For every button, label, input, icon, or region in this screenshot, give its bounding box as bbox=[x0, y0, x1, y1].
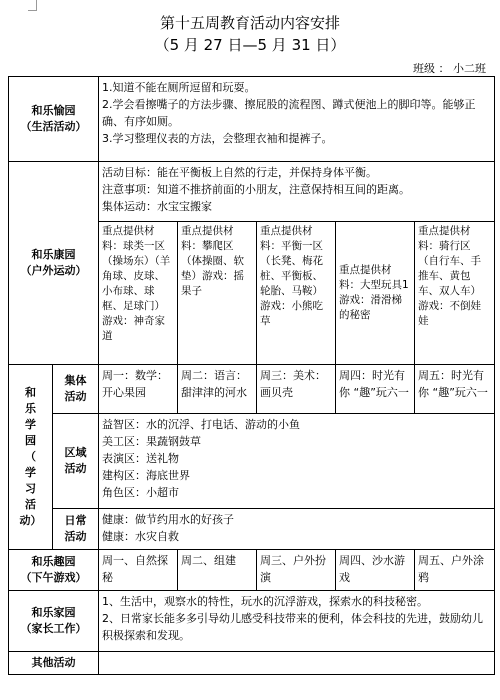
home-subtitle: （家长工作） bbox=[20, 622, 87, 635]
collective-cell-tue: 周二：语言：甜津津的河水 bbox=[178, 365, 257, 414]
learning-title-char: 和 bbox=[25, 386, 36, 399]
home-content bbox=[99, 591, 495, 652]
life-section-header bbox=[9, 77, 99, 162]
outdoor-cell-2: 重点提供材料：攀爬区（体操圈、软垫）游戏：摇果子 bbox=[178, 222, 257, 365]
other-content bbox=[99, 652, 495, 675]
area-line: 表演区：送礼物 bbox=[102, 452, 179, 465]
area-line: 美工区：果蔬钢鼓草 bbox=[102, 435, 201, 448]
page-corner-mark bbox=[28, 0, 37, 11]
collective-cell-thu: 周四：时光有你 “趣”玩六一 bbox=[336, 365, 415, 414]
life-line-3: 3.学习整理仪表的方法，会整理衣袖和提裤子。 bbox=[102, 132, 333, 145]
class-label: 班级 ： 小二班 bbox=[413, 62, 486, 75]
daily-label-1: 日常 bbox=[64, 514, 87, 527]
learning-title-char: （ bbox=[25, 450, 36, 463]
daily-label-2: 活动 bbox=[64, 530, 87, 543]
daily-line: 健康：水灾自救 bbox=[102, 530, 179, 543]
area-label bbox=[53, 414, 99, 509]
games-section-header bbox=[9, 550, 99, 591]
learning-title-char: 园 bbox=[25, 434, 36, 447]
home-line-1: 1、生活中，观察水的特性，玩水的沉浮游戏，探索水的科技秘密。 bbox=[102, 595, 428, 608]
outdoor-title: 和乐康园 bbox=[31, 248, 76, 261]
area-label-1: 区域 bbox=[64, 446, 87, 459]
home-title: 和乐家园 bbox=[31, 606, 76, 619]
outdoor-notes: 注意事项：知道不推挤前面的小朋友，注意保持相互间的距离。 bbox=[102, 183, 410, 196]
learning-title-char: 习 bbox=[25, 482, 36, 495]
life-title: 和乐愉园 bbox=[31, 104, 76, 117]
outdoor-subtitle: （户外运动） bbox=[20, 264, 87, 277]
collective-cell-mon: 周一：数学：开心果园 bbox=[99, 365, 178, 414]
learning-title-char: 乐 bbox=[25, 402, 36, 415]
outdoor-goal: 活动目标：能在平衡板上自然的行走，并保持身体平衡。 bbox=[102, 166, 377, 179]
life-content bbox=[99, 77, 495, 162]
daily-content bbox=[99, 509, 495, 550]
life-line-1: 1.知道不能在厕所逗留和玩耍。 bbox=[102, 81, 256, 94]
collective-cell-fri: 周五：时光有你 “趣”玩六一 bbox=[415, 365, 495, 414]
page-title: 第十五周教育活动内容安排 bbox=[159, 14, 340, 32]
schedule-table bbox=[8, 76, 495, 675]
outdoor-group-activity: 集体运动：水宝宝搬家 bbox=[102, 200, 212, 213]
collective-label bbox=[53, 365, 99, 414]
area-line: 益智区：水的沉浮、打电话、游动的小鱼 bbox=[102, 418, 300, 431]
outdoor-section-header bbox=[9, 162, 99, 365]
date-range: （5 月 27 日—5 月 31 日） bbox=[154, 36, 346, 54]
games-cell-wed: 周三、户外扮演 bbox=[257, 550, 336, 591]
learning-title-char: 活 bbox=[25, 498, 36, 511]
area-line: 角色区：小超市 bbox=[102, 486, 179, 499]
life-line-2: 2.学会看擦嘴子的方法步骤、擦屁股的流程图、蹲式便池上的脚印等。能够正确、有序如厕。 bbox=[102, 98, 476, 128]
learning-title-char: 学 bbox=[25, 466, 36, 479]
games-cell-tue: 周二、组建 bbox=[178, 550, 257, 591]
area-line: 建构区：海底世界 bbox=[102, 469, 190, 482]
daily-line: 健康：做节约用水的好孩子 bbox=[102, 513, 234, 526]
life-subtitle: （生活活动） bbox=[20, 120, 87, 133]
outdoor-cell-4: 重点提供材料：大型玩具1游戏：滑滑梯的秘密 bbox=[336, 222, 415, 365]
home-section-header bbox=[9, 591, 99, 652]
learning-section-header bbox=[9, 365, 53, 550]
daily-label bbox=[53, 509, 99, 550]
area-content bbox=[99, 414, 495, 509]
games-cell-mon: 周一、自然探秘 bbox=[99, 550, 178, 591]
outdoor-cell-5: 重点提供材料：骑行区（自行车、手推车、黄包车、双人车）游戏：不倒娃娃 bbox=[415, 222, 495, 365]
area-label-2: 活动 bbox=[64, 462, 87, 475]
games-cell-thu: 周四、沙水游戏 bbox=[336, 550, 415, 591]
learning-title-char: 动） bbox=[19, 514, 42, 527]
outdoor-cell-1: 重点提供材料：球类一区（操场东）（羊角球、皮球、小布球、球框、足球门）游戏：神奇家道 bbox=[99, 222, 178, 365]
collective-cell-wed: 周三：美术：画贝壳 bbox=[257, 365, 336, 414]
games-subtitle: （下午游戏） bbox=[20, 571, 87, 584]
other-section-header bbox=[9, 652, 99, 675]
games-title: 和乐趣园 bbox=[31, 555, 76, 568]
games-cell-fri: 周五、户外涂鸦 bbox=[415, 550, 495, 591]
learning-title-char: 学 bbox=[25, 418, 36, 431]
outdoor-cell-3: 重点提供材料：平衡一区（长凳、梅花桩、平衡板、轮胎、马鞍）游戏：小熊吃草 bbox=[257, 222, 336, 365]
collective-label-2: 活动 bbox=[64, 390, 87, 403]
outdoor-overview bbox=[99, 162, 495, 222]
collective-label-1: 集体 bbox=[64, 374, 87, 387]
other-title: 其他活动 bbox=[31, 656, 76, 669]
home-line-2: 2、日常家长能多多引导幼儿感受科技带来的便利，体会科技的先进，鼓励幼儿积极探索和发现。 bbox=[102, 612, 483, 642]
